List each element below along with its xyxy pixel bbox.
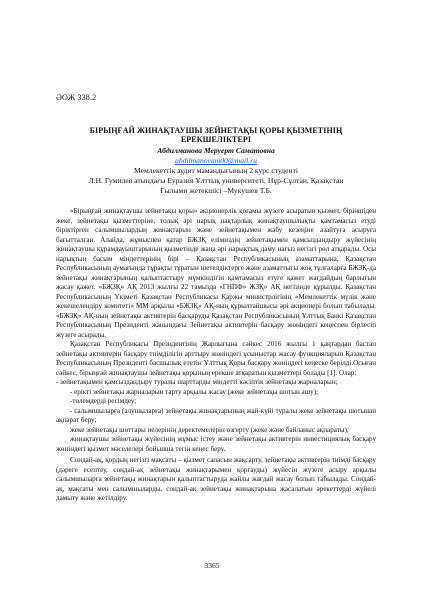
author-block <box>56 146 376 196</box>
list-item-1: - зейнетақымен қамсыздандыру туралы шарттарды міндетті кәсіптік зейнетақы жарналарын; <box>56 378 338 386</box>
list-item-2: - ерікті зейнетақы жарналарын тарту арқылы жасау (жеке зейнетақы шотын ашу); <box>70 387 319 396</box>
author-affiliation-line-1: Мемлекеттік аудит мамандығының 2 курс студенті <box>133 166 299 175</box>
author-name: Абдилманова Меруерт Саматовна <box>157 146 275 155</box>
paragraph-1: «Бірыңғай жинақтаушы зейнетақы қоры» акционерлік қоғамы жүзеге асыратын қызмет, біріншіден жеке, зейнетақы қызметтеріне, толық әрі нарық нақтарлық жинақтаушылықты қамтамасыз етуді біріктірген салымшылардың жинақтарын және зейнетақымен жабу кезеңіне азайтуға асыруға бағытталған. Алайда, жұмыспен қатар БЖЗҚ елімиздің зейнетақымен қамсыздандыру жүйесінің жинақтаушы құрамдауыштарының қызметінде жаңа әрі нарықтық даму нағыз негізгі рөл атқарады. Осы нарықтың басым міндеттерінің бірі – Қазақстан Республикасының азаматтарына, Қазақстан Республикасының аумағында тұрақты тұратын шетелдіктерге және азаматтығы жоқ тұлғаларға БЖЗҚ-да зейнетақы жинақтарының қалыптастыру мүмкіндігін қамтамасыз етуге қажет жағдайдың барлығын жасау қажет. «БЖЗҚ» АҚ 2013 жылғы 22 тамызда «ГНПФ» ЖЗҚ» АҚ негізінде құрылды. Қазақстан Республикасының Үкіметі Қазақстан Республикасы Қаржы министрлігінің «Мемлекеттік мүлік және жекешелендіру комитеті» ММ арқылы «БЖЗҚ» АҚ-ның құрылтайшысы әрі акционері болып табылады. «БЖЗҚ» АҚ-ның зейнетақы активтерін басқаруды Қазақстан Республикасының Ұлттық Банкі Қазақстан Республикасының Президенті жанындағы Зейнетақы активтерін басқару жөніндегі кеңеспен бірлесіп жүзеге асырады. <box>56 207 376 339</box>
list-item-6: жинақтаушы зейнетақы жүйесінің жұмыс істеу және зейнетақы активтерін инвестициялық басқару жөніндегі қызмет мәселелері бойынша тегін кеңес беру. <box>56 435 376 453</box>
list-item-3: -төлемдерді ресімдеу; <box>70 397 137 405</box>
paper-title: БІРЫҢҒАЙ ЖИНАҚТАУШЫ ЗЕЙНЕТАҚЫ ҚОРЫ ҚЫЗМЕТІНІҢ ЕРЕКШЕЛІКТЕРІ <box>89 126 343 144</box>
list-item-5: жеке зейнетақы шоттары иелерінің деректемелерін өзгерту (жеке және байланыс ақпараты); <box>70 425 349 434</box>
author-affiliation-line-2: Л.Н. Гумилев атындағы Еуразия Ұлттық университеті, Нұр-Сұлтан, Қазақстан <box>88 176 344 185</box>
paragraph-2: Қазақстан Республикасы Президентінің Жарлығына сәйкес 2016 жылғы 1 қаңтардан бастап зейнетақы активтерін басқару тиімділігін арттыру жөніндегі ұсыныстар жасау функцияларын Қазақстан Республикасының Президенті басшылық ететін Ұлттық Қоры басқару жөніндегі кеңеске берілді.Осыған сәйкес, бірыңғай жинақтаушы зейнетақы қорының ерекше атқаратын қызметтері болады [1]. Олар: <box>56 340 376 377</box>
paragraph-3: Сондай-ақ, қордың негізгі мақсаты – қызмет сапасын жақсарту, зейнетақы активтерін тиімді басқару (дәреге есептеу, сондай-ақ зейнетақы жинақтарымен қорғауды) жүйесін жүзеге асыру арқылы салымшыларға зейнетақы жинақтарын қалыптастыруда жайлы жағдай жасау болып табылады. Сондай-ақ, мақсаты мен салымшыларды, сондай-ақ зейнетақы жинақтарына жасалатын әрекеттерді жүйелі дамыту және жетілдіру. <box>56 456 376 502</box>
udk-code: ӘОЖ 338.2 <box>56 93 97 102</box>
page-number: 3365 <box>204 561 220 570</box>
author-email[interactable]: abdilmanovam00@mail.ru <box>175 156 257 165</box>
list-item-4: - салымшыларға (алушыларға) зейнетақы жинақтарының жай-күйі туралы жеке зейнетақы шотынан ақпарат беру; <box>56 406 376 424</box>
body-text <box>56 207 376 504</box>
supervisor-line: Ғылыми жетекшісі –Мукушев Т.Б. <box>160 186 272 195</box>
